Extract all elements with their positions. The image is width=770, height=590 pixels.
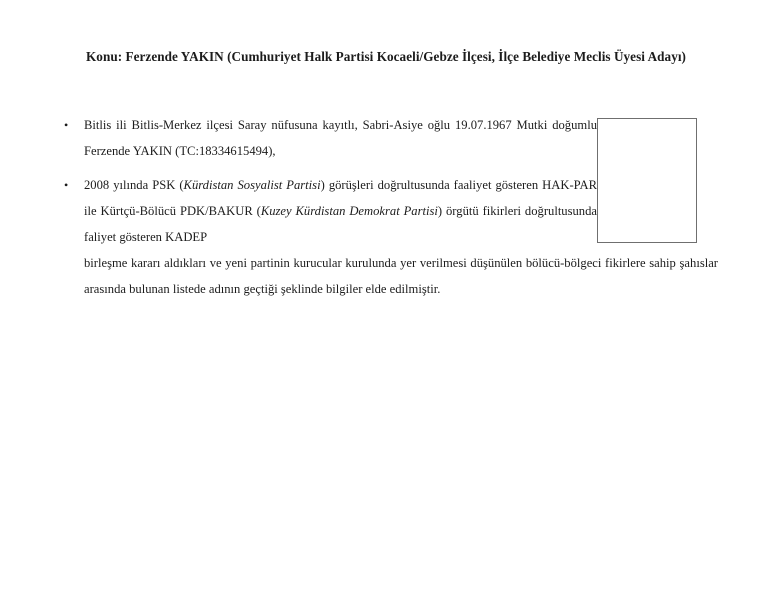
list-item-text: Bitlis ili Bitlis-Merkez ilçesi Saray nüfusuna kayıtlı, Sabri-Asiye oğlu 19.07.1967 Mutki doğumlu Ferzende YAKIN (TC:18334615494), [84, 118, 597, 158]
photo-placeholder-box [597, 118, 697, 243]
document-heading [36, 42, 718, 72]
heading-text: Konu: Ferzende YAKIN (Cumhuriyet Halk Partisi Kocaeli/Gebze İlçesi, İlçe Belediye Meclis Üyesi Adayı) [86, 49, 686, 64]
bullet-marker-icon: • [64, 118, 69, 132]
bullet-marker-icon: • [64, 178, 69, 192]
list-item-text: 2008 yılında PSK (Kürdistan Sosyalist Partisi) görüşleri doğrultusunda faaliyet gösteren HAK-PAR ile Kürtçü-Bölücü PDK/BAKUR (Kuzey Kürdistan Demokrat Partisi) örgütü fikirleri doğrultusunda faliyet gösteren KADEP [84, 178, 597, 244]
closing-paragraph: birleşme kararı aldıkları ve yeni partinin kurucular kurulunda yer verilmesi düşünülen bölücü-bölgeci fikirlere sahip şahıslar arasında bulunan listede adının geçtiği şeklinde bilgiler elde edilmiştir. [84, 256, 718, 296]
